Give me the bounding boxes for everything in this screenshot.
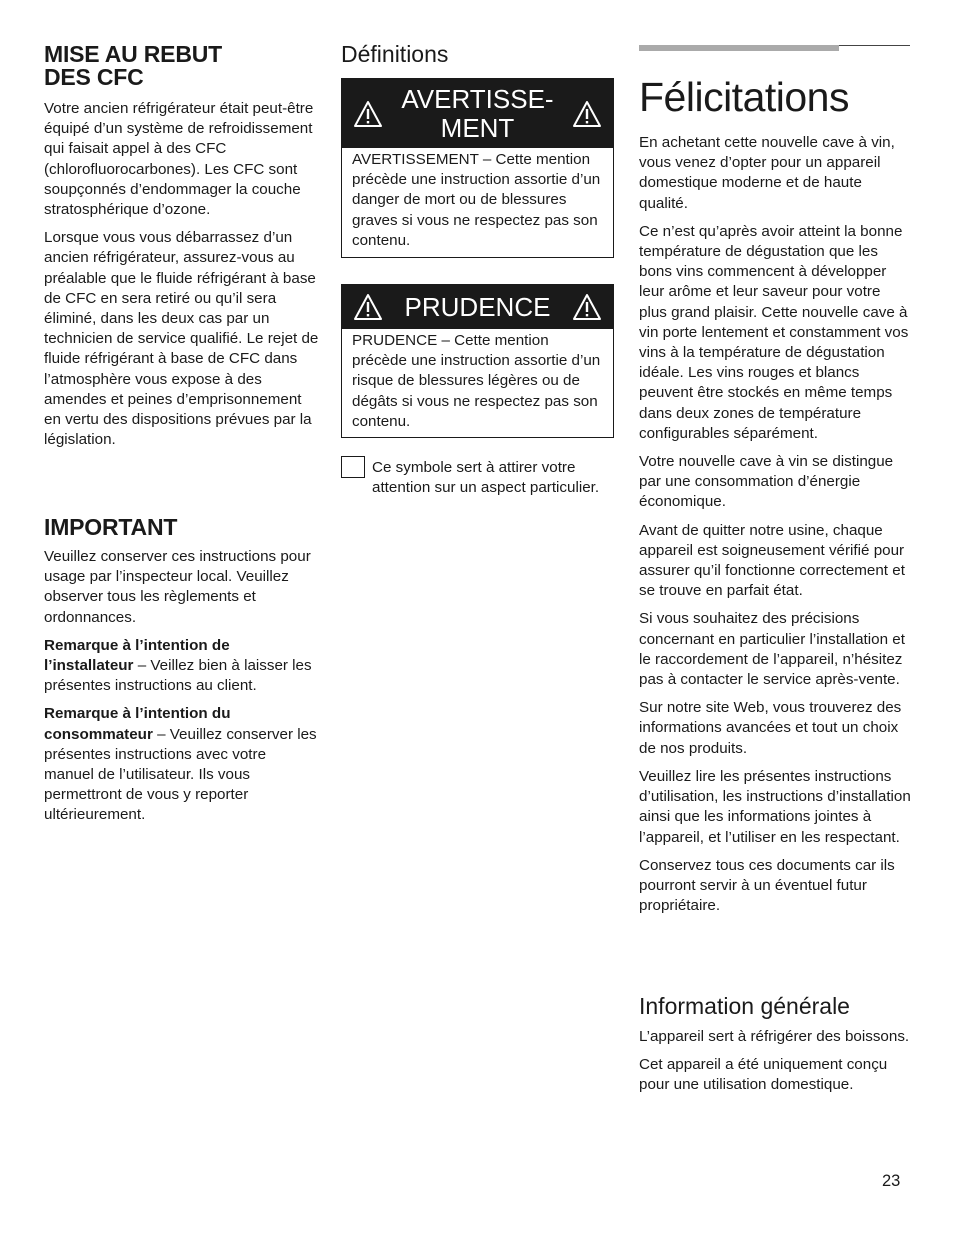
warning-lead: AVERTISSEMENT — [352, 151, 479, 168]
paragraph: Cet appareil a été uniquement conçu pour une utilisation domestique. — [639, 1056, 888, 1094]
paragraph: Veuillez lire les présentes instructions d’utilisation, les instructions d’installation ainsi que les informations jointes à l’appareil, et l’utiliser en les respectant. — [639, 767, 911, 846]
paragraph: Ce n’est qu’après avoir atteint la bonne température de dégustation que les bons vins commencent à développer leur arôme et leur saveur pour votre plus grand plaisir. Cette nouvelle cave à vin porte lentement et constamment vos vins à la température de dégustation idéale. Les vins rouges et blancs peuvent être stockés en même temps dans deux zones de température configurables séparément. — [639, 222, 909, 442]
warning-header — [342, 79, 613, 148]
section-title-information-generale: Information générale — [639, 993, 850, 1019]
paragraph: Avant de quitter notre usine, chaque appareil est soigneusement vérifié pour assurer qu’il fonctionne correctement et se trouve en parfait état. — [639, 521, 905, 600]
note-lead: Remarque à l’intention de l’installateur — [44, 636, 230, 675]
important-body — [44, 547, 319, 834]
note-consumer — [44, 704, 319, 825]
title-line: DES CFC — [44, 64, 144, 90]
caution-header — [342, 285, 613, 329]
information-generale-body — [639, 1027, 911, 1104]
warning-triangle-icon — [353, 100, 383, 128]
caution-header-label: PRUDENCE — [404, 291, 551, 322]
paragraph: Votre nouvelle cave à vin se distingue par une consommation d’énergie économique. — [639, 453, 894, 511]
caution-lead: PRUDENCE — [352, 332, 438, 349]
paragraph: Si vous souhaitez des précisions concernant en particulier l’installation et le raccordement de l’appareil, n’hésitez pas à contacter le service après-vente. — [639, 610, 905, 689]
attention-square-icon — [341, 456, 365, 478]
section-title-important: IMPORTANT — [44, 514, 178, 540]
warning-triangle-icon — [572, 100, 602, 128]
caution-body — [342, 329, 613, 436]
paragraph: En achetant cette nouvelle cave à vin, vous venez d’opter pour un appareil domestique moderne et de haute qualité. — [639, 134, 895, 212]
note-installer — [44, 636, 319, 697]
note-text: – Veuillez conserver les présentes instructions avec votre manuel de l’utilisateur. Ils vous permettront de vous y reporter ultérieurement. — [44, 725, 317, 824]
felicitations-body — [639, 133, 911, 924]
paragraph: Sur notre site Web, vous trouverez des informations avancées et tout un choix de nos produits. — [639, 699, 902, 757]
warning-text: – Cette mention précède une instruction assortie d’un danger de mort ou de blessures graves si vous ne respectez pas son contenu. — [352, 151, 601, 249]
header-rule-thin — [839, 45, 910, 46]
header-line: AVERTISSE- — [401, 83, 554, 114]
paragraph: L’appareil sert à réfrigérer des boissons. — [639, 1028, 910, 1045]
page-title-felicitations: Félicitations — [639, 74, 849, 120]
paragraph: Votre ancien réfrigérateur était peut-être équipé d’un système de refroidissement qui faisait appel à des CFC (chlorofluorocarbones). Les CFC sont soupçonnés d’endommager la couche stratosphérique d’ozone. — [44, 100, 314, 219]
warning-triangle-icon — [572, 293, 602, 321]
warning-box-prudence — [341, 284, 614, 438]
paragraph: Conservez tous ces documents car ils pourront servir à un éventuel futur propriétaire. — [639, 856, 895, 915]
mise-au-rebut-body — [44, 99, 319, 458]
page-number: 23 — [882, 1172, 901, 1190]
title-line: MISE AU REBUT — [44, 41, 222, 67]
caution-text: – Cette mention précède une instruction assortie d’un risque de blessures légères ou de dégâts si vous ne respectez pas son contenu. — [352, 332, 601, 430]
paragraph: Lorsque vous vous débarrassez d’un ancien réfrigérateur, assurez-vous au préalable que le fluide réfrigérant à base de CFC en sera retiré ou qu’il sera éliminé, dans les deux cas par un technicien de service qualifié. Le rejet de fluide réfrigérant à base de CFC dans l’atmosphère vous expose à des amendes et peines d’emprisonnement en vertu des dispositions prévues par la législation. — [44, 229, 319, 449]
note-lead: Remarque à l’intention du consommateur — [44, 705, 231, 743]
warning-triangle-icon — [353, 293, 383, 321]
warning-body — [342, 148, 613, 255]
paragraph: Veuillez conserver ces instructions pour usage par l’inspecteur local. Veuillez observer tous les règlements et ordonnances. — [44, 548, 311, 626]
header-line: MENT — [440, 112, 515, 143]
warning-box-avertissement — [341, 78, 614, 258]
section-title-definitions: Définitions — [341, 41, 449, 67]
note-text: – Veillez bien à laisser les présentes instructions au client. — [44, 657, 312, 695]
section-title-mise-au-rebut — [44, 43, 319, 89]
header-rule-thick — [639, 45, 839, 51]
attention-symbol-text: Ce symbole sert à attirer votre attention sur un aspect particulier. — [372, 459, 600, 497]
warning-header-label — [383, 85, 572, 143]
